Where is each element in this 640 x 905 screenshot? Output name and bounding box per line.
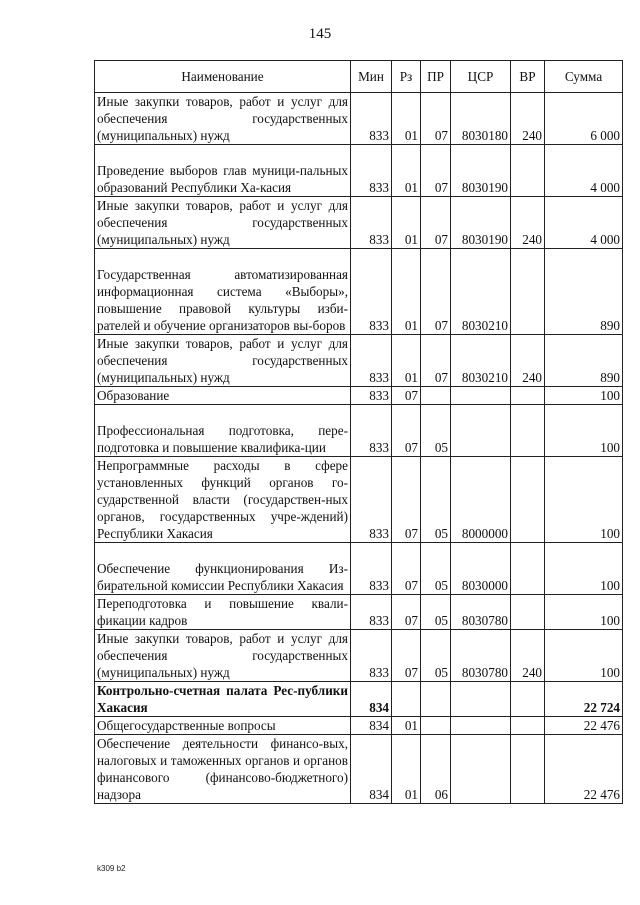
row-min-cell: 833 [351,595,392,630]
row-sum-cell: 100 [545,457,623,543]
row-vr-cell: 240 [511,335,545,387]
row-sum-cell: 22 476 [545,717,623,735]
header-vr: ВР [511,61,545,93]
row-csr-cell: 8030190 [451,145,511,197]
row-sum-cell: 890 [545,335,623,387]
table-row [95,387,623,405]
row-name-cell: Профессиональная подготовка, пере-подготовка и повышение квалифика-ции [95,405,351,457]
row-vr-cell [511,405,545,457]
row-min-cell: 833 [351,249,392,335]
row-vr-cell [511,717,545,735]
row-pr-cell [421,682,451,717]
row-vr-cell: 240 [511,197,545,249]
row-rz-cell: 01 [392,197,421,249]
row-min-cell: 834 [351,717,392,735]
row-name-cell: Иные закупки товаров, работ и услуг для обеспечения государственных (муниципальных) нужд [95,197,351,249]
table-row [95,93,623,145]
row-min-cell: 833 [351,387,392,405]
table-row [95,197,623,249]
header-sum: Сумма [545,61,623,93]
row-name-cell: Иные закупки товаров, работ и услуг для обеспечения государственных (муниципальных) нужд [95,93,351,145]
row-min-cell: 833 [351,405,392,457]
table-body [95,93,623,804]
row-sum-cell: 890 [545,249,623,335]
row-rz-cell: 01 [392,145,421,197]
row-pr-cell: 07 [421,145,451,197]
row-rz-cell: 07 [392,405,421,457]
row-pr-cell: 05 [421,457,451,543]
page-number: 145 [308,26,332,42]
row-csr-cell: 8030180 [451,93,511,145]
row-rz-cell: 07 [392,387,421,405]
row-name-cell: Образование [95,387,351,405]
row-sum-cell: 100 [545,543,623,595]
row-name-cell: Непрограммные расходы в сфере установленных функций органов го-сударственной власти (государствен-ных органов, государственных учре-ждений) Республики Хакасия [95,457,351,543]
row-min-cell: 833 [351,630,392,682]
table-row [95,249,623,335]
budget-table [94,60,623,804]
row-name-cell: Иные закупки товаров, работ и услуг для обеспечения государственных (муниципальных) нужд [95,335,351,387]
table-row [95,543,623,595]
row-vr-cell: 240 [511,630,545,682]
row-min-cell: 833 [351,335,392,387]
table-row [95,630,623,682]
row-vr-cell [511,457,545,543]
row-sum-cell: 100 [545,630,623,682]
table-row [95,595,623,630]
row-min-cell: 833 [351,145,392,197]
row-min-cell: 833 [351,93,392,145]
row-vr-cell [511,735,545,804]
row-vr-cell [511,387,545,405]
row-rz-cell: 01 [392,717,421,735]
row-rz-cell: 07 [392,543,421,595]
row-rz-cell: 07 [392,630,421,682]
header-pr: ПР [421,61,451,93]
row-sum-cell: 6 000 [545,93,623,145]
row-min-cell: 833 [351,197,392,249]
footer-code: k309 b2 [97,864,126,873]
row-rz-cell [392,682,421,717]
row-rz-cell: 01 [392,335,421,387]
row-csr-cell: 8030780 [451,595,511,630]
header-csr: ЦСР [451,61,511,93]
row-rz-cell: 01 [392,93,421,145]
row-csr-cell [451,735,511,804]
row-pr-cell: 05 [421,595,451,630]
header-min: Мин [351,61,392,93]
row-vr-cell [511,249,545,335]
row-pr-cell [421,717,451,735]
row-name-cell: Иные закупки товаров, работ и услуг для обеспечения государственных (муниципальных) нужд [95,630,351,682]
row-vr-cell [511,145,545,197]
row-pr-cell: 07 [421,93,451,145]
header-rz: Рз [392,61,421,93]
table-row [95,145,623,197]
row-sum-cell: 4 000 [545,197,623,249]
row-name-cell: Обеспечение функционирования Из-бирательной комиссии Республики Хакасия [95,543,351,595]
row-csr-cell: 8030000 [451,543,511,595]
table-row [95,682,623,717]
row-pr-cell: 07 [421,335,451,387]
row-vr-cell [511,543,545,595]
table-row [95,735,623,804]
row-pr-cell: 05 [421,405,451,457]
row-csr-cell: 8030780 [451,630,511,682]
row-pr-cell: 05 [421,630,451,682]
row-csr-cell [451,387,511,405]
row-name-cell: Проведение выборов глав муници-пальных образований Республики Ха-касия [95,145,351,197]
table-row [95,405,623,457]
row-name-cell: Обеспечение деятельности финансо-вых, налоговых и таможенных органов и органов финансового (финансово-бюджетного) надзора [95,735,351,804]
table-header-row [95,61,623,93]
row-pr-cell: 07 [421,197,451,249]
row-min-cell: 833 [351,457,392,543]
table-row [95,335,623,387]
table-row [95,717,623,735]
row-pr-cell: 07 [421,249,451,335]
row-name-cell: Государственная автоматизированная информационная система «Выборы», повышение правовой культуры изби-рателей и обучение организаторов вы-боров [95,249,351,335]
row-name-cell: Общегосударственные вопросы [95,717,351,735]
table-row [95,457,623,543]
row-sum-cell: 100 [545,595,623,630]
row-min-cell: 834 [351,682,392,717]
row-csr-cell: 8030190 [451,197,511,249]
row-rz-cell: 07 [392,595,421,630]
row-pr-cell: 06 [421,735,451,804]
row-csr-cell: 8000000 [451,457,511,543]
row-vr-cell [511,595,545,630]
row-sum-cell: 100 [545,405,623,457]
row-name-cell: Переподготовка и повышение квали-фикации кадров [95,595,351,630]
row-rz-cell: 01 [392,735,421,804]
row-pr-cell [421,387,451,405]
row-min-cell: 834 [351,735,392,804]
row-vr-cell: 240 [511,93,545,145]
row-csr-cell: 8030210 [451,249,511,335]
row-rz-cell: 01 [392,249,421,335]
row-min-cell: 833 [351,543,392,595]
row-name-cell: Контрольно-счетная палата Рес-публики Хакасия [95,682,351,717]
row-csr-cell [451,682,511,717]
row-sum-cell: 22 724 [545,682,623,717]
header-name: Наименование [95,61,351,93]
row-sum-cell: 4 000 [545,145,623,197]
row-rz-cell: 07 [392,457,421,543]
row-vr-cell [511,682,545,717]
row-csr-cell [451,717,511,735]
row-csr-cell: 8030210 [451,335,511,387]
row-sum-cell: 22 476 [545,735,623,804]
row-csr-cell [451,405,511,457]
row-pr-cell: 05 [421,543,451,595]
row-sum-cell: 100 [545,387,623,405]
